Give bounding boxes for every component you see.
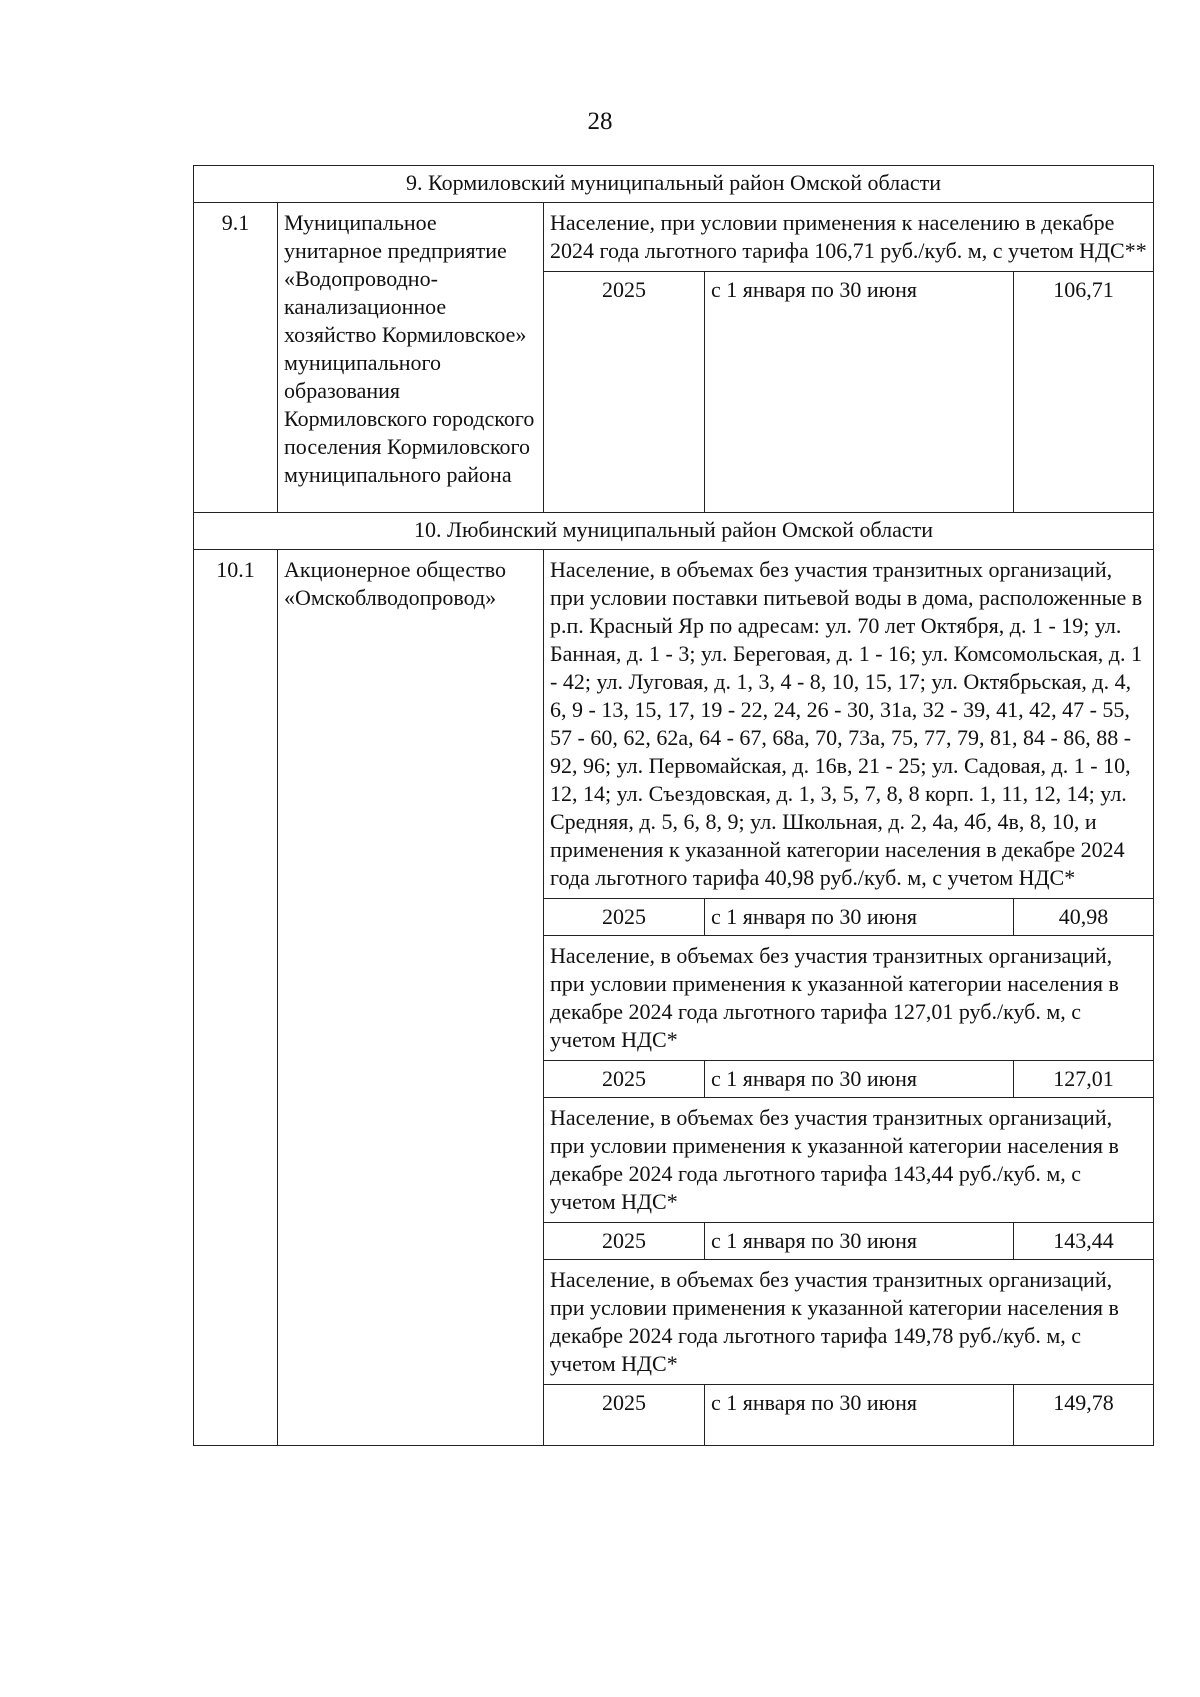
tariff-period: с 1 января по 30 июня: [705, 1061, 1014, 1097]
table-row: [194, 550, 1154, 1446]
tariff-table: [193, 165, 1154, 1446]
section-title: 9. Кормиловский муниципальный район Омской области: [194, 166, 1154, 203]
tariff-period-row: [544, 1223, 1153, 1260]
tariff-year: 2025: [544, 1061, 705, 1097]
tariff-period-row: [544, 1385, 1153, 1445]
tariff-period-row: [544, 899, 1153, 936]
tariff-description: Население, при условии применения к населению в декабре 2024 года льготного тарифа 106,71 руб./куб. м, с учетом НДС**: [544, 203, 1153, 272]
row-number: 10.1: [194, 550, 278, 1446]
tariff-value: 143,44: [1053, 1228, 1114, 1253]
tariff-year: 2025: [544, 1223, 705, 1259]
tariff-year: 2025: [544, 1385, 705, 1445]
table-row: [194, 203, 1154, 513]
tariff-description: Население, в объемах без участия транзитных организаций, при условии применения к указанной категории населения в декабре 2024 года льготного тарифа 149,78 руб./куб. м, с учетом НДС*: [544, 1260, 1153, 1385]
tariff-value: 106,71: [1053, 277, 1114, 302]
tariff-value: 149,78: [1053, 1390, 1114, 1415]
tariff-period-row: [544, 1061, 1153, 1098]
tariff-block: [544, 203, 1153, 512]
section-header-row: [194, 513, 1154, 550]
tariff-cell: [544, 203, 1154, 513]
tariff-period: с 1 января по 30 июня: [705, 1223, 1014, 1259]
tariff-cell: [544, 550, 1154, 1446]
tariff-period-row: [544, 272, 1153, 512]
tariff-year: 2025: [544, 899, 705, 935]
tariff-year: 2025: [544, 272, 705, 512]
section-header-row: [194, 166, 1154, 203]
tariff-value: 127,01: [1053, 1066, 1114, 1091]
tariff-description: Население, в объемах без участия транзитных организаций, при условии поставки питьевой воды в дома, расположенные в р.п. Красный Яр по адресам: ул. 70 лет Октября, д. 1 - 19; ул. Банная, д. 1 - 3; ул. Береговая, д. 1 - 16; ул. Комсомольская, д. 1 - 42; ул. Луговая, д. 1, 3, 4 - 8, 10, 15, 17; ул. Октябрьская, д. 4, 6, 9 - 13, 15, 17, 19 - 22, 24, 26 - 30, 31а, 32 - 39, 41, 42, 47 - 55, 57 - 60, 62, 62а, 64 - 67, 68а, 70, 73а, 75, 77, 79, 81, 84 - 86, 88 - 92, 96; ул. Первомайская, д. 16в, 21 - 25; ул. Садовая, д. 1 - 10, 12, 14; ул. Съездовская, д. 1, 3, 5, 7, 8, 8 корп. 1, 11, 12, 14; ул. Средняя, д. 5, 6, 8, 9; ул. Школьная, д. 2, 4а, 4б, 4в, 8, 10, и применения к указанной категории населения в декабре 2024 года льготного тарифа 40,98 руб./куб. м, с учетом НДС*: [544, 550, 1153, 899]
tariff-period: с 1 января по 30 июня: [705, 1385, 1014, 1445]
tariff-period: с 1 января по 30 июня: [705, 899, 1014, 935]
tariff-value: 40,98: [1058, 904, 1109, 929]
section-title: 10. Любинский муниципальный район Омской области: [194, 513, 1154, 550]
organization-name: Муниципальное унитарное предприятие «Водопроводно-канализационное хозяйство Кормиловское» муниципального образования Кормиловского городского поселения Кормиловского муниципального района: [278, 203, 544, 513]
organization-name: Акционерное общество «Омскоблводопровод»: [278, 550, 544, 1446]
page-number: 28: [587, 108, 613, 135]
tariff-period: с 1 января по 30 июня: [705, 272, 1014, 512]
row-number: 9.1: [194, 203, 278, 513]
tariff-description: Население, в объемах без участия транзитных организаций, при условии применения к указанной категории населения в декабре 2024 года льготного тарифа 143,44 руб./куб. м, с учетом НДС*: [544, 1098, 1153, 1223]
tariff-description: Население, в объемах без участия транзитных организаций, при условии применения к указанной категории населения в декабре 2024 года льготного тарифа 127,01 руб./куб. м, с учетом НДС*: [544, 936, 1153, 1061]
tariff-block: [544, 550, 1153, 1445]
